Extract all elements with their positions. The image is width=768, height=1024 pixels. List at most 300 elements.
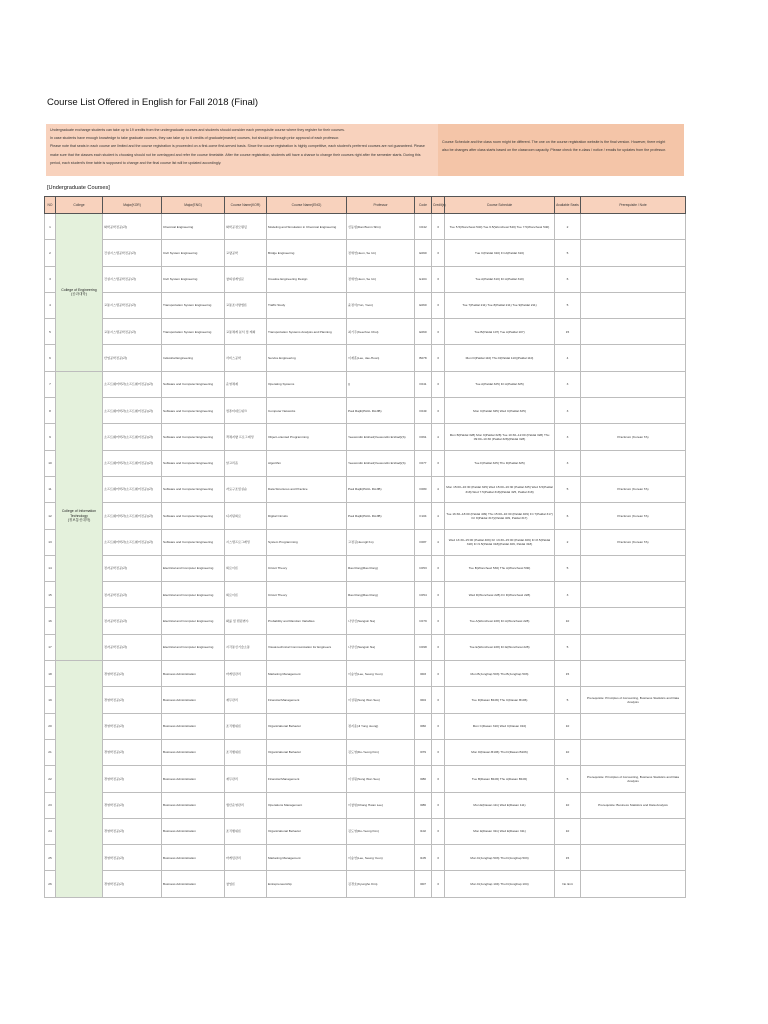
cell-major-kor: 경영학전공(과)	[103, 845, 162, 871]
cell-no: 18	[45, 661, 56, 687]
table-row	[45, 450, 686, 476]
cell-course-eng: Visual-technical Communication for Engineers	[267, 634, 347, 660]
cell-no: 10	[45, 450, 56, 476]
cell-course-eng: Transportation Systems Analysis and Planning	[267, 319, 347, 345]
cell-course-kor: 화학공정모델링	[225, 214, 267, 240]
cell-code: I007	[415, 871, 432, 897]
cell-schedule: Mon C(Paldal 325) Wed C(Paldal 325)	[445, 398, 555, 424]
cell-note	[581, 739, 686, 765]
cell-course-eng: Circuit Theory	[267, 582, 347, 608]
table-row	[45, 476, 686, 502]
cell-seats: 5	[555, 476, 581, 502]
table-row	[45, 266, 686, 292]
cell-note	[581, 450, 686, 476]
cell-schedule: Mon D(Jonghap 503) Thu D(Jonghap 503)	[445, 845, 555, 871]
table-row	[45, 766, 686, 792]
cell-schedule: Tue A(Paldal 310) Fri A(Paldal 310)	[445, 266, 555, 292]
cell-code: C054	[415, 582, 432, 608]
cell-major-kor: 전자공학전공(과)	[103, 634, 162, 660]
cell-professor: 전세연(Jeon, Se Un)	[347, 240, 415, 266]
cell-code: C042	[415, 214, 432, 240]
cell-credits: 4	[432, 503, 445, 529]
cell-no: 15	[45, 582, 56, 608]
college-name-kor: (정보통신대학)	[67, 518, 91, 523]
cell-credits: 3	[432, 214, 445, 240]
cell-no: 2	[45, 240, 56, 266]
cell-note	[581, 818, 686, 844]
cell-code: E090	[415, 240, 432, 266]
cell-major-kor: 산업공학전공(과)	[103, 345, 162, 371]
cell-seats: 2	[555, 214, 581, 240]
cell-schedule: Tue C(Paldal 310) Fri A(Paldal 310)	[445, 240, 555, 266]
table-row	[45, 345, 686, 371]
cell-professor: 이성원(Sung Won Seo)	[347, 687, 415, 713]
header-schedule: Course Schedule	[445, 197, 555, 214]
table-row	[45, 818, 686, 844]
cell-major-kor: 건설시스템공학전공(과)	[103, 240, 162, 266]
cell-code: I080	[415, 766, 432, 792]
cell-schedule: Mon E(Dasan 111) Wed E(Dasan 111)	[445, 792, 555, 818]
notice-line: also be changes after class starts based on the classroom capacity. Please check the e-class / notice / emails for updates from the professor.	[442, 148, 667, 153]
cell-schedule: Wed 13:30~15:00 (Paldal 409) Fri 13:30~15:00 (Paldal 409) Fri 8.5(Paldal 318) Fri 9.5(Paldal 318)(Paldal 409, Paldal 318)	[445, 529, 555, 555]
cell-note	[581, 371, 686, 397]
cell-code: E060	[415, 319, 432, 345]
cell-major-kor: 소프트웨어학과(소프트웨어전공)(과)	[103, 371, 162, 397]
cell-course-kor: 생산운영관리	[225, 792, 267, 818]
cell-course-eng: Algorithm	[267, 450, 347, 476]
cell-no: 17	[45, 634, 56, 660]
cell-course-eng: Operating Systems	[267, 371, 347, 397]
cell-credits: 3	[432, 398, 445, 424]
cell-major-eng: Business Administration	[162, 871, 225, 897]
cell-schedule: Tue A(Paldal 325) Fri A(Paldal 325)	[445, 371, 555, 397]
cell-credits: 4	[432, 424, 445, 450]
cell-schedule: Tue 5.5(Wonchewi 540) Tue 6.5(Wonchewi 540) Tue 7.5(Wonchewi 540)	[445, 214, 555, 240]
cell-course-eng: Marketing Management	[267, 661, 347, 687]
cell-professor: 이창현(Chang Hwan Lee)	[347, 792, 415, 818]
cell-professor: Rao Rong(Rao Rong)	[347, 555, 415, 581]
cell-code: F049	[415, 398, 432, 424]
cell-major-kor: 소프트웨어학과(소프트웨어전공)(과)	[103, 450, 162, 476]
header-credits: Credit(s)	[432, 197, 445, 214]
cell-no: 21	[45, 739, 56, 765]
cell-note: Practicum (Korean TA)	[581, 503, 686, 529]
cell-course-kor: 시각통신기술소통	[225, 634, 267, 660]
cell-course-eng: Creative Engineering Design	[267, 266, 347, 292]
table-row	[45, 214, 686, 240]
cell-seats: 10	[555, 792, 581, 818]
cell-major-eng: Software and Computer Engineering	[162, 398, 225, 424]
cell-college	[56, 214, 103, 372]
cell-seats: 5	[555, 766, 581, 792]
cell-schedule: Tue 16:30~18:00 (Paldal 409) Thu 15:00~16:30 (Paldal 409) Fri 7(Paldal 317) Fri 8(Paldal 317)(Paldal 409, Paldal 317)	[445, 503, 555, 529]
table-row	[45, 582, 686, 608]
cell-course-kor: 창업론	[225, 871, 267, 897]
cell-credits: 3	[432, 739, 445, 765]
cell-note	[581, 266, 686, 292]
cell-course-eng: Digital Circuits	[267, 503, 347, 529]
cell-schedule: Mon 15:00~16:30 (Paldal 325) Wed 15:00~16:30 (Paldal 325) Wed 6.5(Paldal 318) Wed 7.5(Paldal 318)(Paldal 325, Paldal 318)	[445, 476, 555, 502]
cell-professor: 김도영(Do-Yeong Kim)	[347, 818, 415, 844]
cell-course-kor: 재무관리	[225, 687, 267, 713]
cell-note	[581, 661, 686, 687]
notice-line: make sure that the classes each student is choosing should not be overlapped and refer the course timetable. After the course registration, students will have a chance to change their courses right after the semester starts. During this	[50, 152, 421, 157]
cell-course-kor: 창의설계입문	[225, 266, 267, 292]
cell-major-eng: Business Administration	[162, 766, 225, 792]
cell-major-kor: 건설시스템공학전공(과)	[103, 266, 162, 292]
cell-credits: 3	[432, 266, 445, 292]
cell-course-kor: 조직행위론	[225, 739, 267, 765]
cell-code: I105	[415, 845, 432, 871]
cell-code: C098	[415, 634, 432, 660]
cell-schedule: Mon D(Dasan B106) Thu D(Dasan B106)	[445, 739, 555, 765]
cell-course-kor: 교량공학	[225, 240, 267, 266]
header-course-kor: Course Name(KOR)	[225, 197, 267, 214]
cell-credits: 3	[432, 608, 445, 634]
cell-course-eng: Computer Networks	[267, 398, 347, 424]
cell-course-eng: Traffic Study	[267, 292, 347, 318]
page-title: Course List Offered in English for Fall 2018 (Final)	[47, 97, 259, 108]
cell-code: I086	[415, 792, 432, 818]
cell-credits: 3	[432, 687, 445, 713]
cell-code: I003	[415, 661, 432, 687]
cell-major-kor: 전자공학전공(과)	[103, 608, 162, 634]
cell-code: F077	[415, 450, 432, 476]
header-professor: Professor	[347, 197, 415, 214]
cell-note	[581, 608, 686, 634]
cell-major-eng: Business Administration	[162, 792, 225, 818]
header-note: Prerequisite / Note	[581, 197, 686, 214]
cell-major-kor: 경영학전공(과)	[103, 661, 162, 687]
table-header-row	[45, 197, 686, 214]
cell-major-kor: 소프트웨어학과(소프트웨어전공)(과)	[103, 398, 162, 424]
cell-credits: 3	[432, 371, 445, 397]
cell-credits: 4	[432, 476, 445, 502]
cell-course-eng: System Programming	[267, 529, 347, 555]
cell-course-kor: 디지털회로	[225, 503, 267, 529]
cell-course-eng: Circuit Theory	[267, 555, 347, 581]
course-table	[44, 196, 686, 898]
cell-major-kor: 소프트웨어학과(소프트웨어전공)(과)	[103, 476, 162, 502]
cell-note: Prerequisite: Business Statistics and Data Analysis	[581, 792, 686, 818]
cell-major-kor: 교통시스템공학전공(과)	[103, 319, 162, 345]
cell-schedule: Mon D(Paldal 110) Thu D(Paldal 110)(Paldal 110)	[445, 345, 555, 371]
cell-code: I004	[415, 687, 432, 713]
cell-major-eng: Electrical and Computer Engineering	[162, 582, 225, 608]
cell-course-eng: Probability and Random Variables	[267, 608, 347, 634]
table-row	[45, 634, 686, 660]
cell-professor: 이승연(Lee, Seung Yeun)	[347, 845, 415, 871]
cell-schedule: Tue B(Paldal 107) Tue A(Paldal 107)	[445, 319, 555, 345]
cell-course-kor: 회로이론	[225, 555, 267, 581]
cell-course-eng: Object-oriented Programming	[267, 424, 347, 450]
cell-no: 26	[45, 871, 56, 897]
cell-major-kor: 소프트웨어학과(소프트웨어전공)(과)	[103, 529, 162, 555]
cell-professor: 나상신(Sangsin Na)	[347, 634, 415, 660]
table-row	[45, 871, 686, 897]
cell-course-eng: Organizational Behavior	[267, 739, 347, 765]
notice-right	[438, 124, 684, 176]
cell-major-eng: Business Administration	[162, 845, 225, 871]
cell-course-kor: 조직행위론	[225, 818, 267, 844]
table-row	[45, 503, 686, 529]
cell-credits: 3	[432, 319, 445, 345]
cell-major-eng: Civil System Engineering	[162, 240, 225, 266]
cell-schedule: Mon D(Jonghap 104) Thu D(Jonghap 104)	[445, 871, 555, 897]
cell-schedule: Tue B(Dasan B106) Thu A(Dasan B106)	[445, 766, 555, 792]
cell-course-kor: 마케팅관리	[225, 845, 267, 871]
cell-course-eng: Bridge Engineering	[267, 240, 347, 266]
cell-schedule: Mon E(Dasan 311) Wed E(Dasan 311)	[445, 818, 555, 844]
cell-credits: 3	[432, 818, 445, 844]
cell-course-kor: 조직행위론	[225, 713, 267, 739]
header-major-eng: Major(ENG)	[162, 197, 225, 214]
cell-course-eng: Financial Management	[267, 766, 347, 792]
notice-line: Undergraduate exchange students can take up to 19 credits from the undergraduate courses and students should consider each prerequisite course where they register for their courses.	[50, 128, 345, 132]
cell-note	[581, 240, 686, 266]
cell-major-eng: Software and Computer Engineering	[162, 476, 225, 502]
cell-schedule: Mon B(Jonghap 503) Thu B(Jonghap 503)	[445, 661, 555, 687]
cell-professor: 김도영(Do-Yeong Kim)	[347, 739, 415, 765]
cell-no: 24	[45, 818, 56, 844]
cell-professor: Paul Rajib(PAUL RAJIB)	[347, 503, 415, 529]
cell-note	[581, 871, 686, 897]
cell-course-eng: Organizational Behavior	[267, 713, 347, 739]
cell-major-kor: 경영학전공(과)	[103, 871, 162, 897]
cell-seats: 3	[555, 424, 581, 450]
cell-major-eng: Software and Computer Engineering	[162, 529, 225, 555]
cell-code: F061	[415, 424, 432, 450]
cell-college	[56, 371, 103, 660]
section-label: [Undergraduate Courses]	[47, 185, 110, 191]
cell-seats: 3	[555, 450, 581, 476]
header-course-eng: Course Name(ENG)	[267, 197, 347, 214]
cell-seats: 2	[555, 529, 581, 555]
cell-course-eng: Organizational Behavior	[267, 818, 347, 844]
cell-code: C053	[415, 555, 432, 581]
cell-major-kor: 소프트웨어학과(소프트웨어전공)(과)	[103, 424, 162, 450]
cell-course-kor: 시스템프로그래밍	[225, 529, 267, 555]
cell-no: 22	[45, 766, 56, 792]
cell-note: Practicum (Korean TA)	[581, 529, 686, 555]
table-row	[45, 240, 686, 266]
cell-code: F087	[415, 529, 432, 555]
cell-credits: 3	[432, 345, 445, 371]
cell-major-eng: Business Administration	[162, 818, 225, 844]
table-row	[45, 845, 686, 871]
cell-course-kor: 알고리즘	[225, 450, 267, 476]
header-code: Code	[415, 197, 432, 214]
cell-code: F041	[415, 371, 432, 397]
cell-major-eng: Software and Computer Engineering	[162, 424, 225, 450]
cell-course-kor: 교통조사방법론	[225, 292, 267, 318]
cell-major-kor: 경영학전공(과)	[103, 687, 162, 713]
college-name-kor: (공과대학)	[71, 292, 87, 297]
cell-course-eng: Data Structures and Practice	[267, 476, 347, 502]
cell-note: Prerequisite: Principles of Accounting, Business Statistics and Data Analysis	[581, 687, 686, 713]
cell-course-eng: Entrepreneurship	[267, 871, 347, 897]
cell-code: I060	[415, 713, 432, 739]
cell-schedule: Wed D(Wonchewi 228) Fri D(Wonchewi 228)	[445, 582, 555, 608]
cell-professor: 나상신(Sangsin Na)	[347, 608, 415, 634]
cell-major-eng: Business Administration	[162, 739, 225, 765]
cell-course-kor: 자료구조및실습	[225, 476, 267, 502]
cell-college	[56, 661, 103, 898]
cell-no: 9	[45, 424, 56, 450]
cell-note	[581, 292, 686, 318]
cell-professor: 이재훈(Lee, Jae-Hoon)	[347, 345, 415, 371]
cell-professor: Yeewondin Ershad(Yeewondin Ershad)(S)	[347, 450, 415, 476]
cell-professor: ()	[347, 371, 415, 397]
cell-professor: 전세연(Jeon, Se Un)	[347, 266, 415, 292]
header-college: College	[56, 197, 103, 214]
cell-credits: 3	[432, 555, 445, 581]
table-row	[45, 424, 686, 450]
cell-major-eng: Industrial Engineering	[162, 345, 225, 371]
cell-note	[581, 345, 686, 371]
cell-no: 11	[45, 476, 56, 502]
cell-major-eng: Electrical and Computer Engineering	[162, 634, 225, 660]
notice-box	[46, 124, 684, 176]
cell-note	[581, 582, 686, 608]
cell-seats: 3	[555, 398, 581, 424]
cell-major-eng: Electrical and Computer Engineering	[162, 608, 225, 634]
cell-seats: 5	[555, 687, 581, 713]
cell-major-kor: 전자공학전공(과)	[103, 582, 162, 608]
cell-credits: 3	[432, 766, 445, 792]
cell-major-eng: Electrical and Computer Engineering	[162, 555, 225, 581]
table-body	[45, 214, 686, 898]
cell-credits: 3	[432, 450, 445, 476]
table-row	[45, 398, 686, 424]
table-row	[45, 792, 686, 818]
cell-major-kor: 소프트웨어학과(소프트웨어전공)(과)	[103, 503, 162, 529]
cell-no: 13	[45, 529, 56, 555]
cell-no: 8	[45, 398, 56, 424]
cell-professor: 김경호(Kyungho Kim)	[347, 871, 415, 897]
cell-seats: 5	[555, 240, 581, 266]
header-no: NO	[45, 197, 56, 214]
cell-course-eng: Marketing Management	[267, 845, 347, 871]
college-name: College of Information Technology	[61, 509, 97, 518]
cell-note	[581, 555, 686, 581]
cell-course-kor: 운영체제	[225, 371, 267, 397]
cell-seats: 10	[555, 713, 581, 739]
cell-no: 23	[45, 792, 56, 818]
cell-credits: 3	[432, 845, 445, 871]
table-row	[45, 371, 686, 397]
cell-seats: No limit	[555, 871, 581, 897]
cell-seats: 3	[555, 582, 581, 608]
cell-seats: 15	[555, 319, 581, 345]
cell-seats: 3	[555, 371, 581, 397]
cell-credits: 3	[432, 871, 445, 897]
cell-major-eng: Transportation System Engineering	[162, 292, 225, 318]
cell-note: Practicum (Korean TA)	[581, 424, 686, 450]
cell-major-eng: Civil System Engineering	[162, 266, 225, 292]
cell-no: 4	[45, 292, 56, 318]
cell-seats: 4	[555, 345, 581, 371]
cell-no: 20	[45, 713, 56, 739]
cell-seats: 15	[555, 661, 581, 687]
table-row	[45, 661, 686, 687]
cell-course-eng: Operations Management	[267, 792, 347, 818]
cell-no: 25	[45, 845, 56, 871]
cell-schedule: Tue B(Wonchewi 530) Thu A(Wonchewi 530)	[445, 555, 555, 581]
notice-line: In case students have enough knowledge to take graduate courses, they can take up to 6 credits of graduate(master) courses, but should go through prior approval of each professor.	[50, 136, 340, 141]
cell-professor: 이성원(Sung Won Seo)	[347, 766, 415, 792]
cell-credits: 3	[432, 792, 445, 818]
cell-professor: Paul Rajib(PAUL RAJIB)	[347, 476, 415, 502]
cell-schedule: Mon C(Dasan 310) Wed C(Dasan 010)	[445, 713, 555, 739]
table-row	[45, 687, 686, 713]
cell-course-kor: 교통체계 분석 및 계획	[225, 319, 267, 345]
cell-seats: 5	[555, 555, 581, 581]
cell-seats: 10	[555, 608, 581, 634]
cell-seats: 15	[555, 845, 581, 871]
cell-professor: Paul Rajib(PAUL RAJIB)	[347, 398, 415, 424]
cell-credits: 3	[432, 661, 445, 687]
cell-seats: 5	[555, 292, 581, 318]
cell-major-kor: 경영학전공(과)	[103, 739, 162, 765]
cell-seats: 6	[555, 503, 581, 529]
cell-major-kor: 교통시스템공학전공(과)	[103, 292, 162, 318]
cell-code: F080	[415, 476, 432, 502]
cell-course-kor: 재무관리	[225, 766, 267, 792]
cell-no: 1	[45, 214, 56, 240]
cell-professor: 고정길(Jeongil Ko)	[347, 529, 415, 555]
cell-credits: 4	[432, 529, 445, 555]
cell-major-kor: 경영학전공(과)	[103, 766, 162, 792]
cell-major-eng: Business Administration	[162, 713, 225, 739]
cell-schedule: Tue F(Paldal 325) Thu D(Paldal 325)	[445, 450, 555, 476]
cell-no: 14	[45, 555, 56, 581]
cell-no: 3	[45, 266, 56, 292]
cell-credits: 3	[432, 582, 445, 608]
cell-schedule: Mon B(Paldal 328) Mon 9(Paldal 328) Tue 10:30~12:00 (Paldal 328) Thu 09:00~10:30 (Paldal 328)(Paldal 328)	[445, 424, 555, 450]
cell-credits: 3	[432, 634, 445, 660]
cell-course-eng: Modeling and Simulation in Chemical Engineering	[267, 214, 347, 240]
cell-professor: 정지용(Ji Yong Jeong)	[347, 713, 415, 739]
cell-major-kor: 경영학전공(과)	[103, 792, 162, 818]
header-major-kor: Major(KOR)	[103, 197, 162, 214]
cell-no: 12	[45, 503, 56, 529]
cell-note	[581, 214, 686, 240]
cell-course-kor: 확률 및 랜덤변수	[225, 608, 267, 634]
cell-credits: 3	[432, 713, 445, 739]
cell-professor: 최기주(Keechoo Choi)	[347, 319, 415, 345]
cell-code: C079	[415, 608, 432, 634]
cell-course-kor: 객체지향 프로그래밍	[225, 424, 267, 450]
cell-major-eng: Software and Computer Engineering	[162, 450, 225, 476]
college-name: College of Engineering	[61, 288, 97, 293]
cell-major-eng: Software and Computer Engineering	[162, 503, 225, 529]
cell-major-eng: Business Administration	[162, 661, 225, 687]
header-seats: Available Seats	[555, 197, 581, 214]
cell-professor: 이승연(Lee, Seung Yeun)	[347, 661, 415, 687]
table-row	[45, 555, 686, 581]
cell-seats: 6	[555, 266, 581, 292]
cell-professor: Yeewondin Ershad(Yeewondin Ershad)(S)	[347, 424, 415, 450]
cell-major-kor: 경영학전공(과)	[103, 713, 162, 739]
cell-course-kor: 회로이론	[225, 582, 267, 608]
cell-code: B078	[415, 345, 432, 371]
cell-code: F104	[415, 503, 432, 529]
table-row	[45, 529, 686, 555]
cell-course-kor: 서비스공학	[225, 345, 267, 371]
cell-seats: 10	[555, 818, 581, 844]
cell-major-eng: Transportation System Engineering	[162, 319, 225, 345]
